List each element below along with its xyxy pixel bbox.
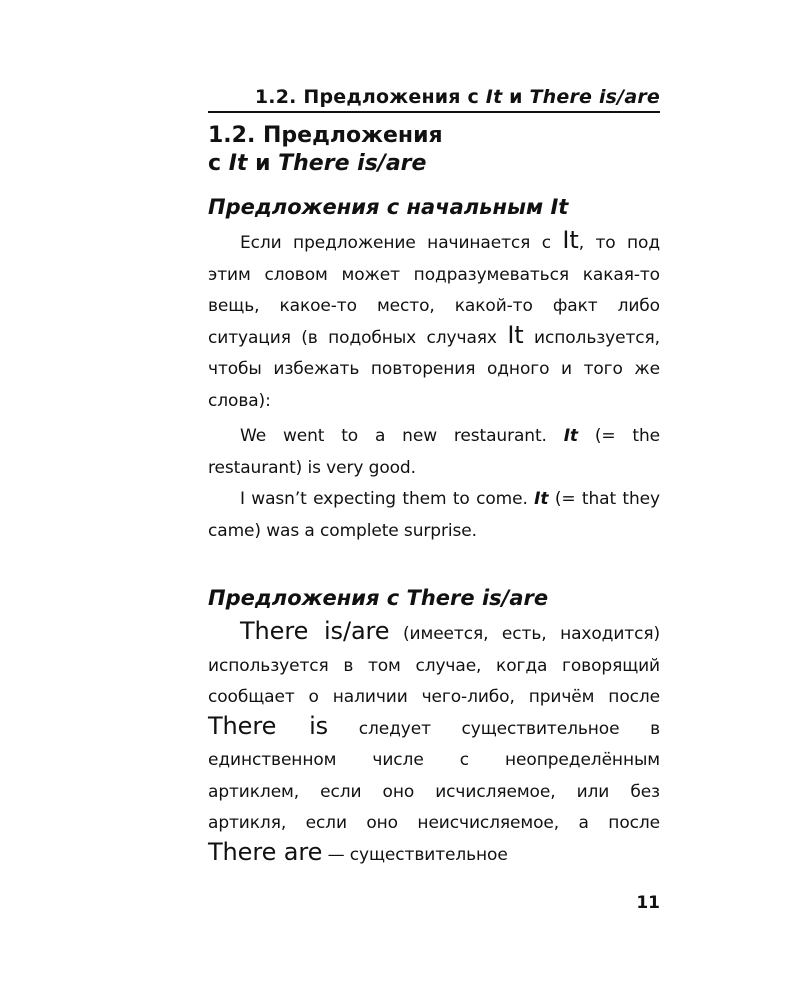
title-and: и [247, 151, 279, 176]
term-there-is: There is [208, 711, 329, 740]
example-1-it: It [563, 426, 578, 446]
example-1 [208, 421, 660, 484]
example-2-after: (= that they came) was a complete surprise. [208, 489, 660, 541]
subheading-initial-it: Предложения с начальным It [208, 195, 569, 219]
term-it-1: It [562, 226, 579, 254]
running-head-prefix: 1.2. Предложения с [254, 86, 486, 108]
example-1-after: (= the restaurant) is very good. [208, 426, 660, 478]
example-1-before: We went to a new restaurant. [240, 426, 564, 446]
example-2 [208, 484, 660, 547]
subheading-there-is-are: Предложения с There is/are [208, 586, 549, 610]
running-head-and: и [502, 86, 530, 108]
running-head-there: There is/are [529, 86, 660, 108]
book-page [208, 86, 660, 871]
example-2-it: It [534, 489, 549, 509]
para2-text-1: (имеется, есть, находится) используется в том случае, когда говорящий сообщает о наличии чего-либо, причём после [208, 624, 660, 707]
running-head-it: It [485, 86, 503, 108]
para1-text-2: , то под этим словом может подразумеваться какая-то вещь, какое-то место, какой-то факт либо ситуация (в подобных случаях [208, 233, 660, 348]
paragraph-there-is-are [208, 619, 660, 871]
title-prefix: с [208, 151, 229, 176]
title-line-1: 1.2. Предложения [208, 123, 443, 148]
paragraph-initial-it [208, 228, 660, 417]
para2-text-3: — существительное [322, 844, 508, 865]
para1-text-1: Если предложение начинается с [240, 233, 563, 253]
term-it-2: It [507, 320, 524, 349]
example-2-before: I wasn’t expecting them to come. [240, 489, 535, 509]
page-number: 11 [636, 893, 660, 913]
para1-text-3: используется, чтобы избежать повторения одного и того же слова): [208, 327, 660, 411]
title-line-2 [208, 150, 660, 178]
para2-text-2: следует существительное в единственном числе с неопределённым артиклем, если оно исчисляемое, или без артикля, если оно неисчисляемое, а после [208, 718, 660, 833]
title-it: It [228, 151, 248, 176]
running-head [208, 86, 660, 113]
section-title [208, 122, 660, 178]
term-there-is-are: There is/are [240, 617, 390, 645]
term-there-are: There are [208, 837, 323, 866]
title-there: There is/are [278, 151, 427, 176]
